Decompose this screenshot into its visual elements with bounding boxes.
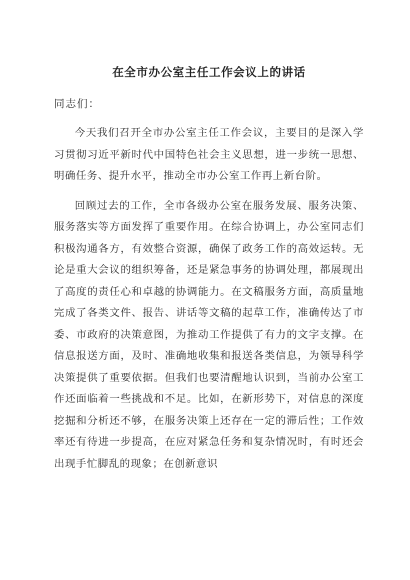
paragraph-review: 回顾过去的工作，全市各级办公室在服务发展、服务决策、服务落实等方面发挥了重要作用。在综合协调上，办公室同志们积极沟通各方，有效整合资源，确保了政务工作的高效运转。无论是重大会议的组织筹备，还是紧急事务的协调处理，都展现出了高度的责任心和卓越的协调能力。在文稿服务方面，高质量地完成了各类文件、报告、讲话等文稿的起草工作，准确传达了市委、市政府的决策意图，为推动工作提供了有力的文字支撑。在信息报送方面，及时、准确地收集和报送各类信息，为领导科学决策提供了重要依据。但我们也要清醒地认识到，当前办公室工作还面临着一些挑战和不足。比如，在新形势下，对信息的深度挖掘和分析还不够，在服务决策上还存在一定的滞后性；工作效率还有待进一步提高，在应对紧急任务和复杂情况时，有时还会出现手忙脚乱的现象；在创新意识 [54,199,364,470]
document-title: 在全市办公室主任工作会议上的讲话 [112,65,306,79]
paragraph-intro: 今天我们召开全市办公室主任工作会议，主要目的是深入学习贯彻习近平新时代中国特色社会主义思想，进一步统一思想、明确任务、提升水平，推动全市办公室工作再上新台阶。 [54,127,364,182]
salutation: 同志们： [54,98,100,110]
